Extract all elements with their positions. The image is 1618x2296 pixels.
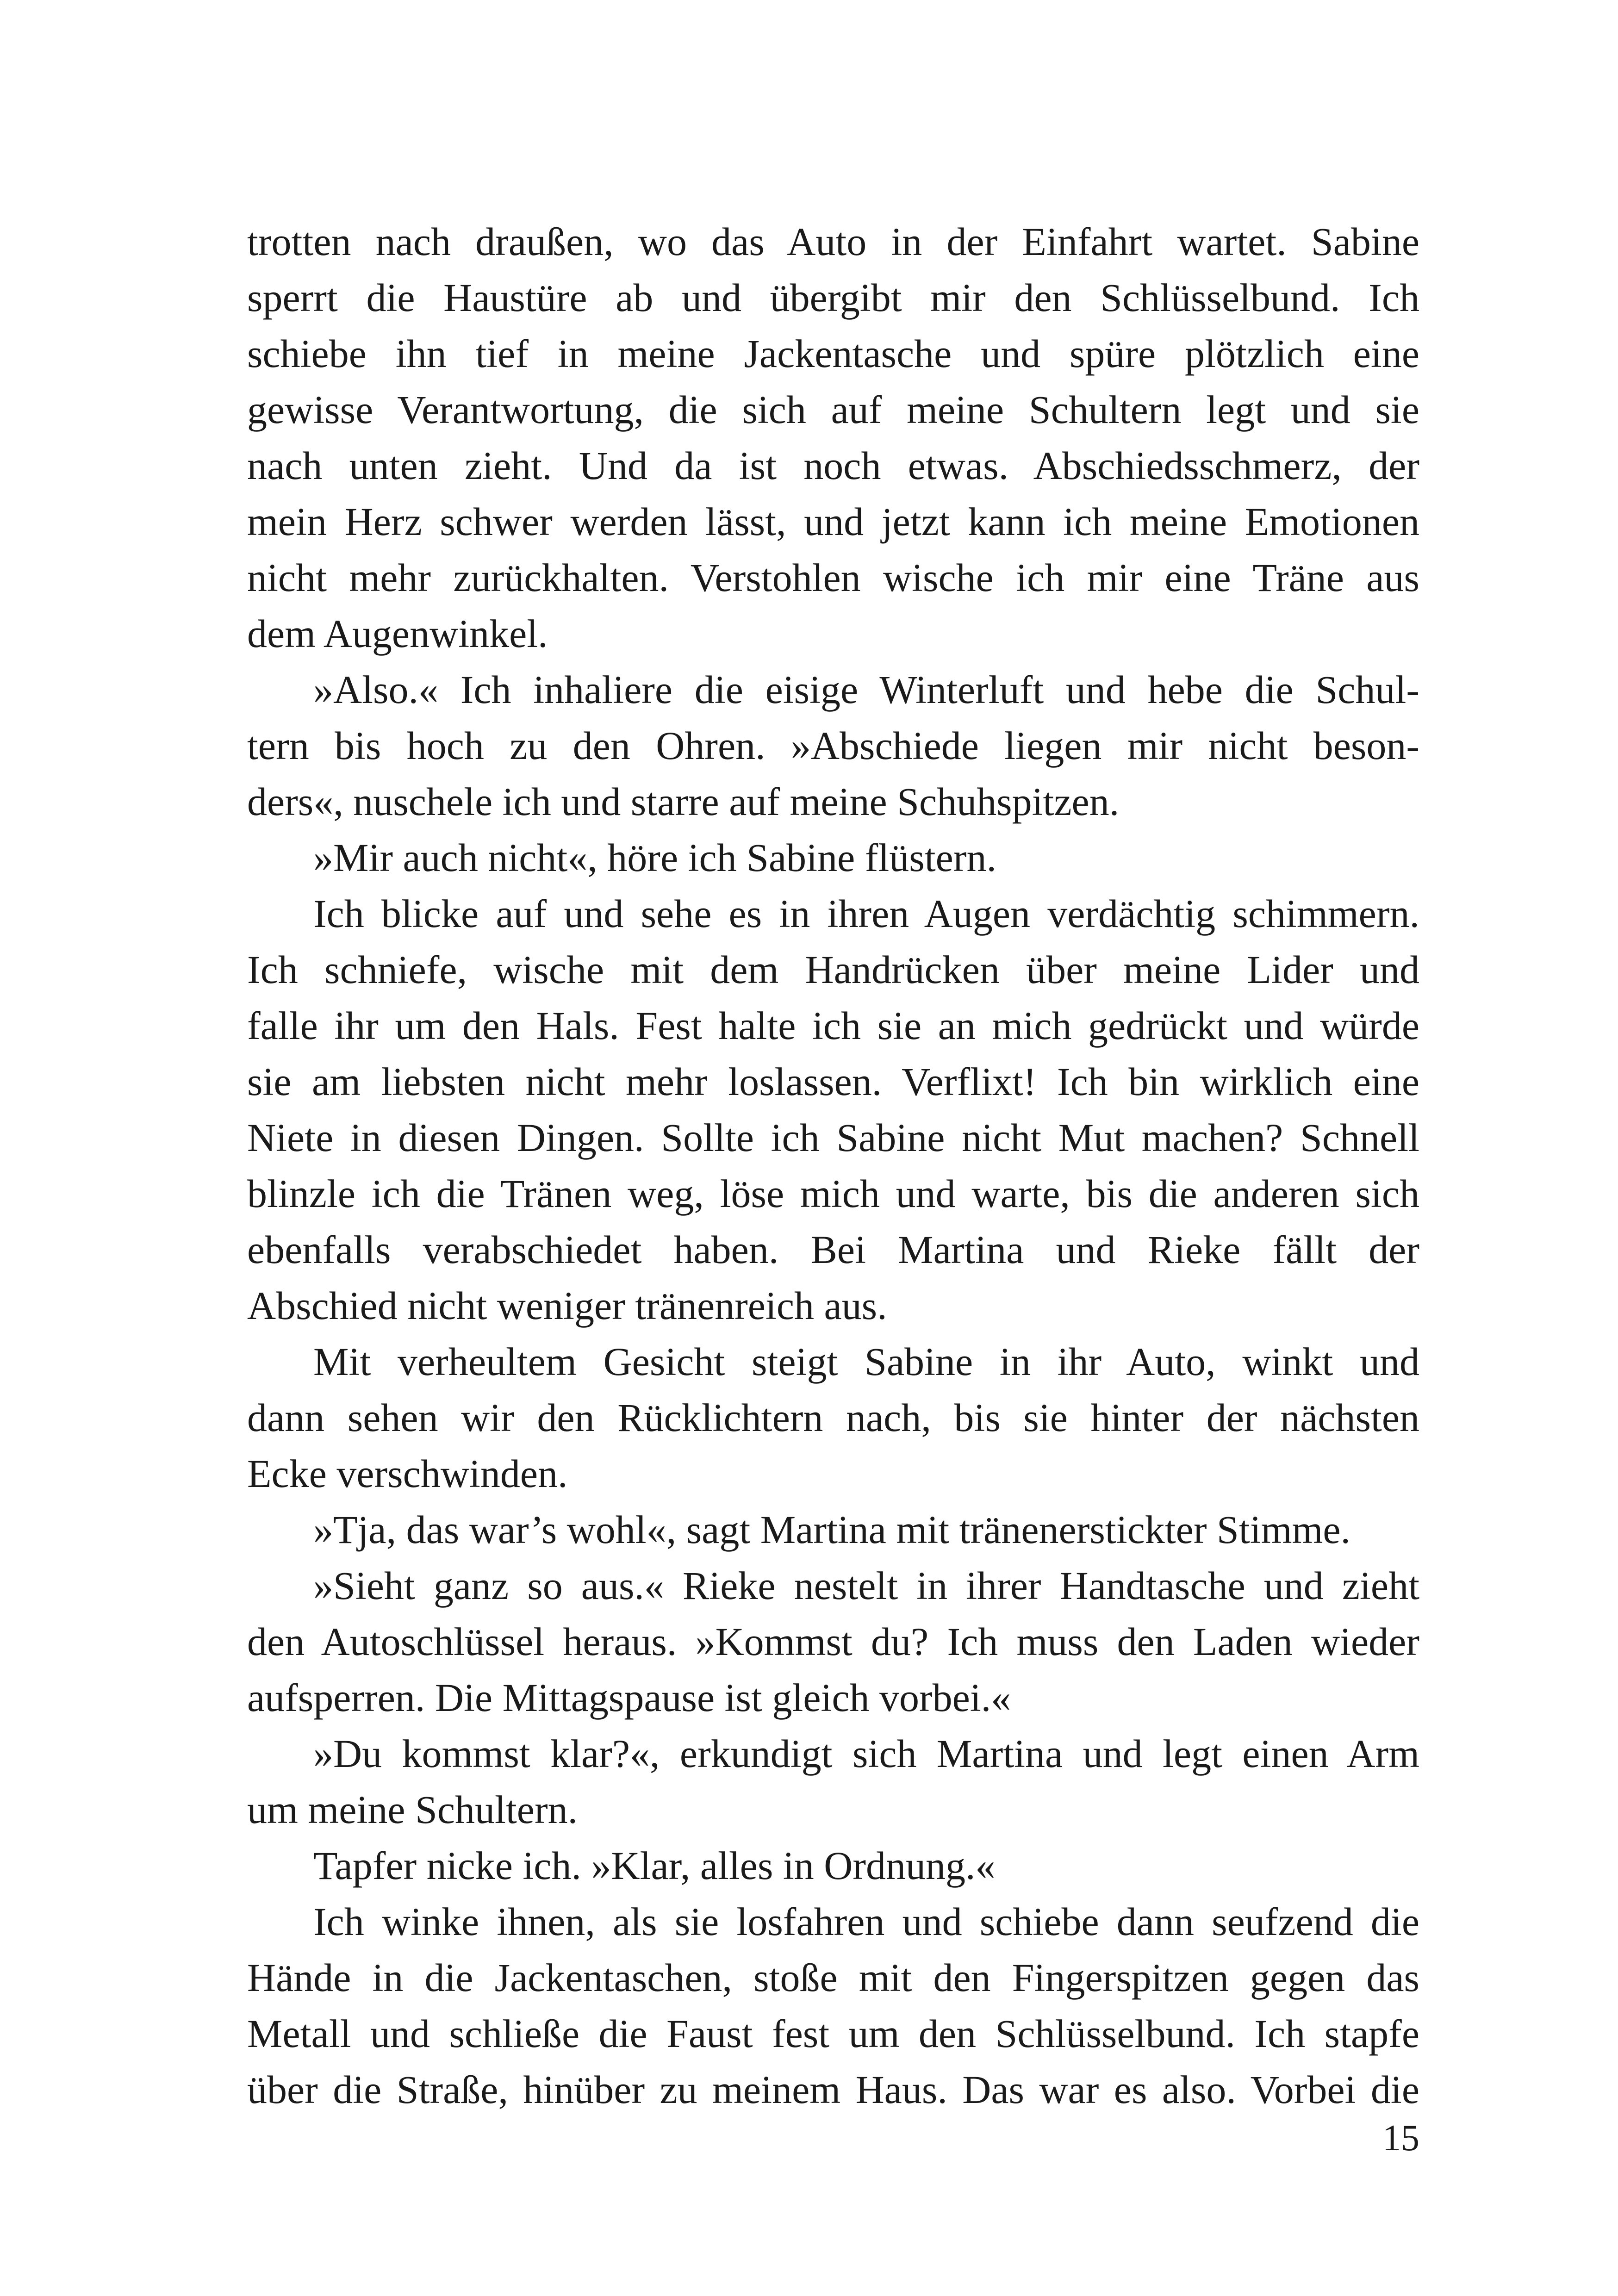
text-line: Niete in diesen Dingen. Sollte ich Sabine nicht Mut machen? Schnell xyxy=(247,1115,1419,1160)
text-line: »Mir auch nicht«, höre ich Sabine flüstern. xyxy=(313,835,996,880)
text-line: Ich winke ihnen, als sie losfahren und schiebe dann seufzend die xyxy=(313,1899,1419,1944)
text-line: ders«, nuschele ich und starre auf meine Schuhspitzen. xyxy=(247,779,1120,824)
text-line: gewisse Verantwortung, die sich auf meine Schultern legt und sie xyxy=(247,387,1419,432)
text-line: Ich schniefe, wische mit dem Handrücken über meine Lider und xyxy=(247,947,1419,992)
text-line: sperrt die Haustüre ab und übergibt mir den Schlüsselbund. Ich xyxy=(247,275,1419,320)
text-line: Hände in die Jackentaschen, stoße mit den Fingerspitzen gegen das xyxy=(247,1955,1419,2000)
text-line: tern bis hoch zu den Ohren. »Abschiede liegen mir nicht beson- xyxy=(247,723,1419,768)
body-text xyxy=(247,214,1419,2118)
text-line: Tapfer nicke ich. »Klar, alles in Ordnung.« xyxy=(313,1843,996,1888)
text-line: falle ihr um den Hals. Fest halte ich sie an mich gedrückt und würde xyxy=(247,1003,1419,1048)
text-line: aufsperren. Die Mittagspause ist gleich vorbei.« xyxy=(247,1675,1011,1720)
page-number: 15 xyxy=(1382,2118,1419,2159)
text-line: Ich blicke auf und sehe es in ihren Augen verdächtig schimmern. xyxy=(313,891,1419,936)
text-line: Metall und schließe die Faust fest um den Schlüsselbund. Ich stapfe xyxy=(247,2011,1419,2056)
text-line: blinzle ich die Tränen weg, löse mich und warte, bis die anderen sich xyxy=(247,1171,1419,1216)
text-line: Abschied nicht weniger tränenreich aus. xyxy=(247,1283,887,1328)
text-line: nach unten zieht. Und da ist noch etwas. Abschiedsschmerz, der xyxy=(247,443,1419,488)
text-line: den Autoschlüssel heraus. »Kommst du? Ich muss den Laden wieder xyxy=(247,1619,1419,1664)
text-line: ebenfalls verabschiedet haben. Bei Martina und Rieke fällt der xyxy=(247,1227,1419,1272)
text-line: sie am liebsten nicht mehr loslassen. Verflixt! Ich bin wirklich eine xyxy=(247,1059,1419,1104)
text-line: »Also.« Ich inhaliere die eisige Winterluft und hebe die Schul- xyxy=(313,667,1419,712)
text-line: über die Straße, hinüber zu meinem Haus. Das war es also. Vorbei die xyxy=(247,2067,1419,2112)
text-line: trotten nach draußen, wo das Auto in der Einfahrt wartet. Sabine xyxy=(247,219,1419,264)
text-line: »Sieht ganz so aus.« Rieke nestelt in ihrer Handtasche und zieht xyxy=(313,1563,1419,1608)
text-line: schiebe ihn tief in meine Jackentasche und spüre plötzlich eine xyxy=(247,331,1419,376)
text-line: Mit verheultem Gesicht steigt Sabine in ihr Auto, winkt und xyxy=(313,1339,1419,1384)
text-line: »Tja, das war’s wohl«, sagt Martina mit tränenerstickter Stimme. xyxy=(313,1507,1351,1552)
text-line: dem Augenwinkel. xyxy=(247,611,548,656)
text-line: nicht mehr zurückhalten. Verstohlen wische ich mir eine Träne aus xyxy=(247,555,1419,600)
text-line: Ecke verschwinden. xyxy=(247,1451,568,1496)
text-line: »Du kommst klar?«, erkundigt sich Martina und legt einen Arm xyxy=(313,1731,1419,1776)
text-line: mein Herz schwer werden lässt, und jetzt kann ich meine Emotionen xyxy=(247,499,1419,544)
text-line: um meine Schultern. xyxy=(247,1787,578,1832)
text-line: dann sehen wir den Rücklichtern nach, bis sie hinter der nächsten xyxy=(247,1395,1419,1440)
